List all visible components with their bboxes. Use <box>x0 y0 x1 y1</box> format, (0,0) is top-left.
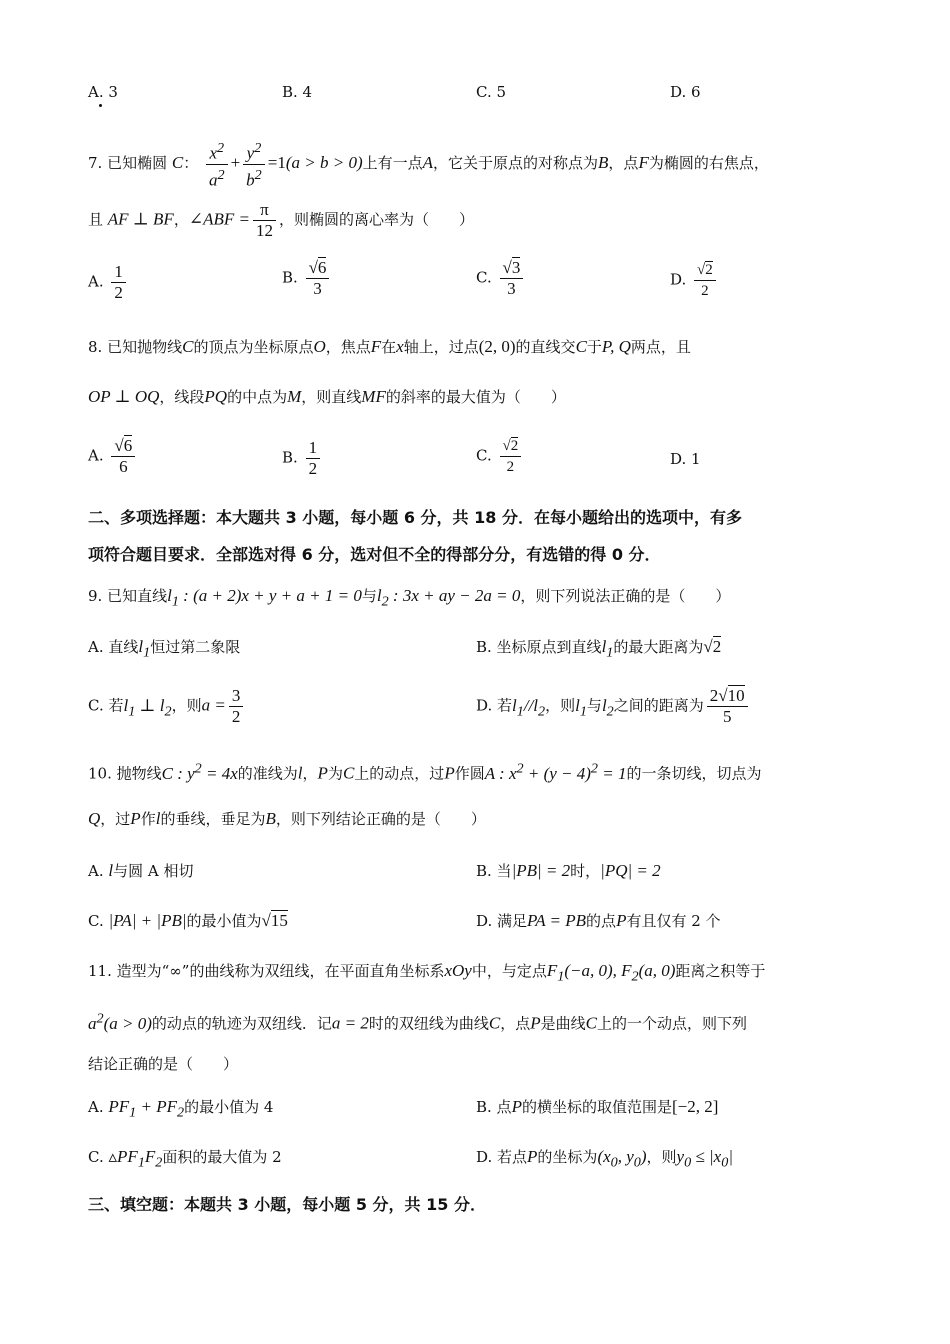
mark-dot <box>99 104 102 107</box>
q7-option-d: D. $\frac{√2}{2}$ <box>670 260 719 301</box>
q8-option-b: B. $\frac{1}{2}$ <box>282 438 323 479</box>
q7-option-a: A. $\frac{1}{2}$ <box>88 262 129 303</box>
q10-option-b: B. 当|PB| = 2时，|PQ| = 2 <box>476 861 661 880</box>
q10-option-a: A. l与圆 A 相切 <box>88 861 194 880</box>
q11-line2: $a^2(a > 0)$的动点的轨迹为双纽线．记a = 2时的双纽线为曲线C，点P是曲线C上的一个动点，则下列 <box>88 1010 748 1033</box>
q6-option-c: C. 5 <box>476 83 507 101</box>
q11-line1: 11. 造型为“∞”的曲线称为双纽线，在平面直角坐标系xOy中，与定点$F_1(-a$, 0), $F_2(a$, 0)距离之积等于 <box>88 961 766 985</box>
q10-option-c: C. |PA| + |PB|的最小值为√15 <box>88 911 288 930</box>
section2-heading-line1: 二、多项选择题：本大题共 3 小题，每小题 6 分，共 18 分．在每小题给出的选项中，有多 <box>88 508 742 527</box>
q7-line1: 7. 已知椭圆 C： $\frac{x^2}{a^2}$ + $\frac{y^2}{b^2}$ =1(a > b > 0)上有一点A，它关于原点的对称点为B，点F为椭圆的右焦点， <box>88 140 769 190</box>
q10-line1: 10. 抛物线C : $y^2 = 4x$的准线为l，P为C上的动点，过P作圆A : $x^2 + (y - 4)^2 = 1$的一条切线，切点为 <box>88 760 762 783</box>
q9-option-c: C. 若$l_1$ ⊥ $l_2$，则a = $\frac{3}{2}$ <box>88 686 246 727</box>
q8-line1: 8. 已知抛物线C的顶点为坐标原点O，焦点F在x轴上，过点(2, 0)的直线交C于P, Q两点，且 <box>88 337 691 356</box>
q8-line2: OP ⊥ OQ，线段PQ的中点为M，则直线MF的斜率的最大值为（ ） <box>88 387 566 406</box>
section3-heading: 三、填空题：本题共 3 小题，每小题 5 分，共 15 分． <box>88 1195 486 1214</box>
q6-option-b: B. 4 <box>282 83 313 101</box>
q9-option-a: A. 直线$l_1$恒过第二象限 <box>88 637 241 661</box>
q9-stem: 9. 已知直线$l_1$ : (a + 2)x + y + a + 1 = 0与$l_2$ : 3x + ay − 2a = 0，则下列说法正确的是（ ） <box>88 586 731 610</box>
q11-line3: 结论正确的是（ ） <box>88 1055 239 1073</box>
q9-option-d: D. 若$l_1//l_2$，则$l_1$与$l_2$之间的距离为 $\frac{2√10}{5}$ <box>476 686 751 727</box>
q11-option-c: C. $▵PF_1F_2$面积的最大值为 2 <box>88 1147 282 1171</box>
q8-option-c: C. $\frac{√2}{2}$ <box>476 436 524 477</box>
q6-option-a: A. 3 <box>88 83 118 101</box>
q10-line2: Q，过P作l的垂线，垂足为B，则下列结论正确的是（ ） <box>88 809 486 828</box>
q10-option-d: D. 满足PA = PB的点P有且仅有 2 个 <box>476 911 721 930</box>
q11-option-a: A. $PF_1 + PF_2$的最小值为 4 <box>88 1097 274 1121</box>
q11-option-b: B. 点P的横坐标的取值范围是[−2, 2] <box>476 1097 719 1116</box>
q11-option-d: D. 若点P的坐标为($x_0$, $y_0$)，则$y_0 \le |x_0|$ <box>476 1147 733 1171</box>
q7-option-c: C. $\frac{√3}{3}$ <box>476 258 526 299</box>
q6-option-d: D. 6 <box>670 83 701 101</box>
q9-option-b: B. 坐标原点到直线$l_1$的最大距离为√2 <box>476 637 722 661</box>
q8-option-d: D. 1 <box>670 450 701 468</box>
section2-heading-line2: 项符合题目要求．全部选对得 6 分，选对但不全的得部分分，有选错的得 0 分． <box>88 545 661 564</box>
q7-line2: 且 AF ⊥ BF，∠ABF = $\frac{\pi}{12}$ ，则椭圆的离心率为（ ） <box>88 200 474 240</box>
q8-option-a: A. $\frac{√6}{6}$ <box>88 436 138 477</box>
q7-option-b: B. $\frac{√6}{3}$ <box>282 258 332 299</box>
